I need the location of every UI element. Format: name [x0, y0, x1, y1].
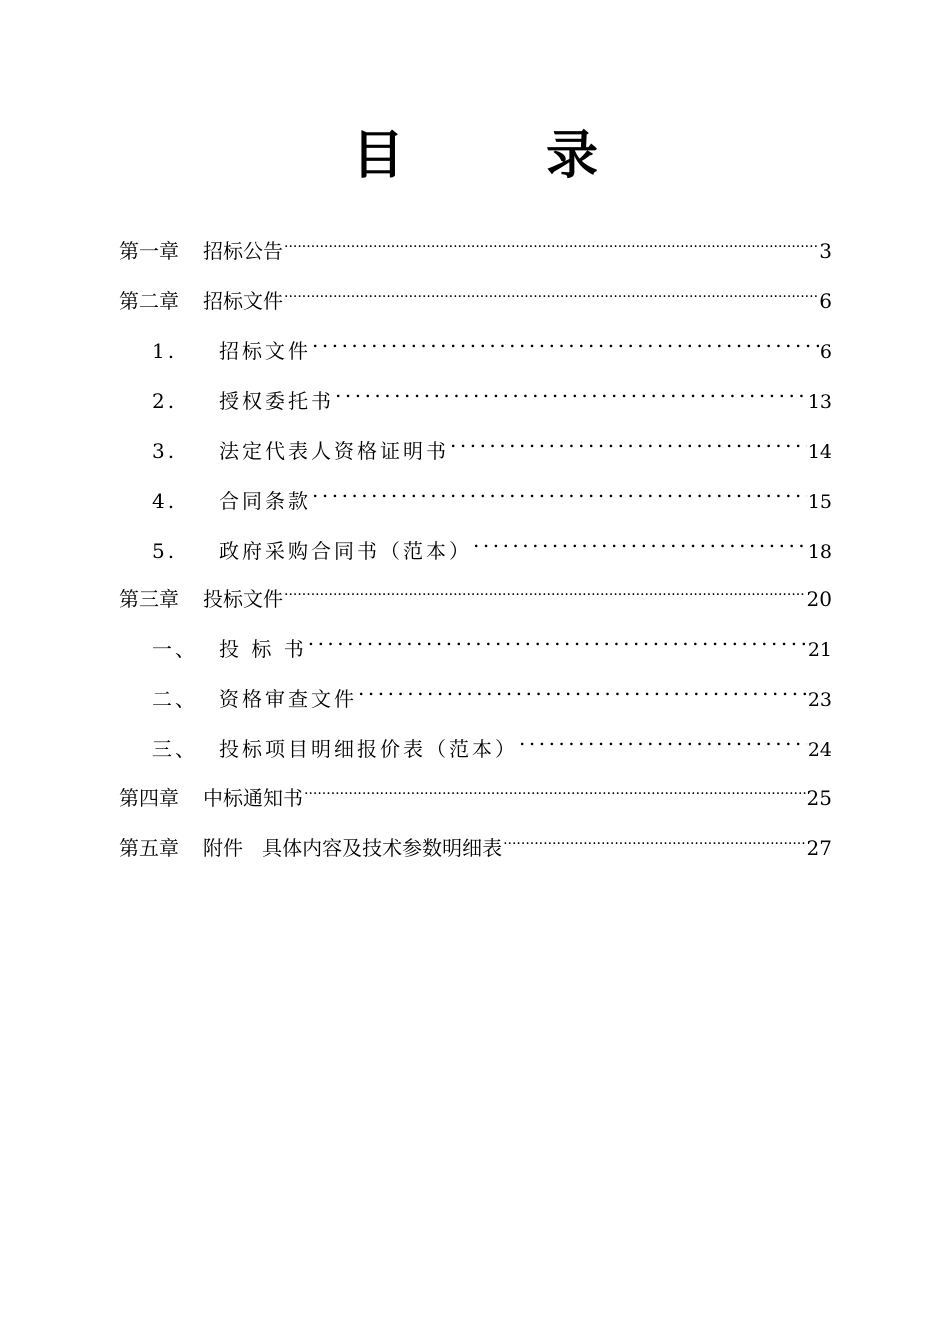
- toc-entry-chapter-1[interactable]: [119, 218, 832, 263]
- toc-entry-section-3-3[interactable]: [152, 716, 832, 761]
- toc-entry-number: 第一章: [119, 239, 179, 263]
- toc-entry-number: 三、: [152, 737, 198, 761]
- toc-entry-number: 二、: [152, 687, 198, 711]
- toc-entry-number: 1.: [152, 339, 178, 363]
- toc-title-char-2: 录: [546, 126, 599, 186]
- toc-entry-page: 6: [819, 289, 832, 313]
- toc-dot-leader: [503, 815, 805, 855]
- toc-dot-leader: [284, 268, 818, 308]
- toc-entry-section-3-1[interactable]: [152, 616, 832, 661]
- toc-entry-chapter-4[interactable]: [119, 765, 832, 810]
- toc-entry-label: 投标项目明细报价表（范本）: [219, 737, 518, 761]
- toc-dot-leader: [450, 418, 807, 458]
- toc-entry-chapter-5[interactable]: [119, 815, 832, 860]
- toc-entry-label: 招标公告: [203, 239, 283, 263]
- toc-entry-label: 投 标 书: [219, 637, 307, 661]
- toc-entry-label: 授权委托书: [219, 389, 334, 413]
- toc-entry-number: 2.: [152, 389, 178, 413]
- toc-entry-section-2-5[interactable]: [152, 518, 832, 563]
- toc-entry-label: 资格审查文件: [219, 687, 357, 711]
- toc-entry-label: 法定代表人资格证明书: [219, 439, 449, 463]
- toc-entry-section-3-2[interactable]: [152, 666, 832, 711]
- toc-entry-number: 4.: [152, 489, 178, 513]
- toc-dot-leader: [358, 666, 807, 706]
- toc-entry-label: 招标文件: [203, 289, 283, 313]
- toc-entry-number: 3.: [152, 439, 178, 463]
- toc-entry-page: 6: [819, 341, 832, 363]
- toc-entry-page: 14: [807, 441, 832, 463]
- toc-entry-label: 投标文件: [203, 587, 283, 611]
- toc-entry-page: 18: [807, 541, 832, 563]
- toc-entry-number: 第四章: [119, 786, 179, 810]
- toc-entry-page: 20: [806, 587, 832, 611]
- toc-entry-label: 合同条款: [219, 489, 311, 513]
- toc-dot-leader: [519, 716, 807, 756]
- toc-dot-leader: [473, 518, 807, 558]
- toc-entry-number: 第三章: [119, 587, 179, 611]
- toc-entry-page: 3: [819, 239, 832, 263]
- toc-entry-page: 27: [806, 836, 832, 860]
- toc-entry-chapter-3[interactable]: [119, 566, 832, 611]
- toc-dot-leader: [308, 616, 807, 656]
- toc-title-char-1: 目: [352, 126, 405, 186]
- toc-entry-number: 第五章: [119, 836, 179, 860]
- toc-dot-leader: [304, 765, 806, 805]
- toc-entry-label: 招标文件: [219, 339, 311, 363]
- toc-dot-leader: [312, 318, 819, 358]
- toc-dot-leader: [312, 468, 807, 508]
- toc-entry-label: 政府采购合同书（范本）: [219, 539, 472, 563]
- toc-dot-leader: [335, 368, 807, 408]
- toc-dot-leader: [284, 566, 806, 606]
- toc-entry-page: 13: [807, 391, 832, 413]
- toc-entry-chapter-2[interactable]: [119, 268, 832, 313]
- toc-entry-number: 5.: [152, 539, 178, 563]
- toc-entry-label: 中标通知书: [203, 786, 303, 810]
- toc-entry-page: 23: [807, 689, 832, 711]
- toc-entry-section-2-3[interactable]: [152, 418, 832, 463]
- toc-entry-label: 附件 具体内容及技术参数明细表: [203, 836, 503, 860]
- toc-entry-number: 第二章: [119, 289, 179, 313]
- toc-entry-page: 15: [807, 491, 832, 513]
- toc-title: [0, 120, 950, 200]
- toc-entry-section-2-4[interactable]: [152, 468, 832, 513]
- toc-dot-leader: [284, 218, 818, 258]
- toc-entry-page: 21: [807, 639, 832, 661]
- toc-entry-section-2-2[interactable]: [152, 368, 832, 413]
- toc-entry-number: 一、: [152, 637, 198, 661]
- toc-entry-page: 25: [806, 786, 832, 810]
- toc-entry-page: 24: [807, 739, 832, 761]
- toc-entry-section-2-1[interactable]: [152, 318, 832, 363]
